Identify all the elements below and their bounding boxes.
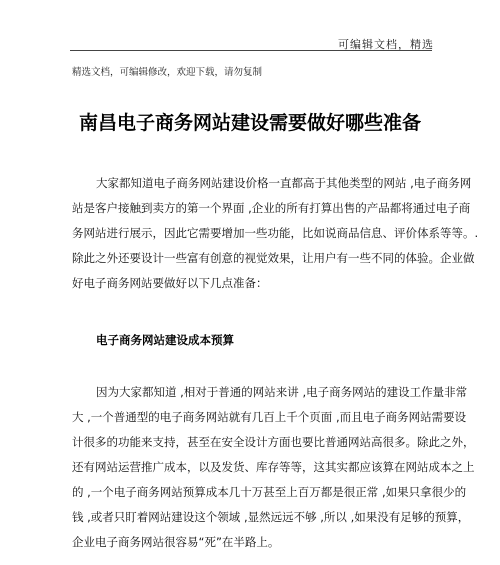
section-heading: 电子商务网站建设成本预算 [96, 333, 234, 347]
intro-paragraph [72, 171, 479, 296]
paragraph-line: 还有网站运营推广成本，以及发货、库存等等，这其实都应该算在网站成本之上 [72, 460, 475, 474]
paragraph-line: 钱 ,或者只盯着网站建设这个领域 ,显然远远不够 ,所以 ,如果没有足够的预算， [72, 510, 470, 524]
header-note: 可编辑文档，精选 [338, 38, 434, 51]
paragraph-line: 好电子商务网站要做好以下几点准备： [72, 276, 268, 290]
body-paragraph [72, 380, 475, 555]
paragraph-line: 计很多的功能来支持，甚至在安全设计方面也要比普通网站高很多。除此之外， [72, 435, 475, 449]
paragraph-line: 因为大家都知道 ,相对于普通的网站来讲 ,电子商务网站的建设工作量非常 [96, 385, 468, 399]
paragraph-line: 的 ,一个电子商务网站预算成本几十万甚至上百万都是很正常 ,如果只拿很少的 [72, 485, 467, 499]
paragraph-line: 大 ,一个普通型的电子商务网站就有几百上千个页面 ,而且电子商务网站需要设 [72, 410, 467, 424]
subnote: 精选文档，可编辑修改，欢迎下载，请勿复制 [72, 67, 263, 78]
page-title: 南昌电子商务网站建设需要做好哪些准备 [78, 112, 421, 134]
paragraph-line: 站是客户接触到卖方的第一个界面 ,企业的所有打算出售的产品都将通过电子商 [72, 201, 471, 215]
header-rule [70, 50, 432, 51]
paragraph-line: 大家都知道电子商务网站建设价格一直都高于其他类型的网站 ,电子商务网 [96, 176, 472, 190]
paragraph-line: 企业电子商务网站很容易“死”在半路上。 [72, 535, 280, 549]
paragraph-line: 务网站进行展示，因此它需要增加一些功能，比如说商品信息、评价体系等等。. [72, 226, 479, 240]
paragraph-line: 除此之外还要设计一些富有创意的视觉效果，让用户有一些不同的体验。企业做 [72, 251, 475, 265]
